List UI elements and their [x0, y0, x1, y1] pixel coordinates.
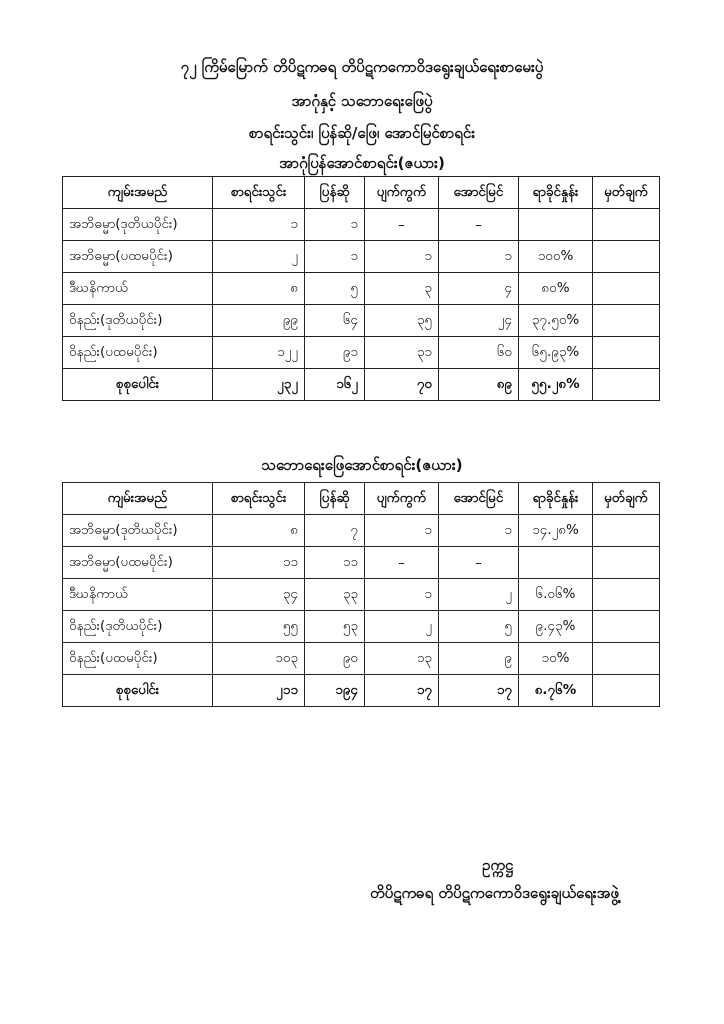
- total-passed: ၈၉: [439, 369, 519, 401]
- cell-percent: ၆.၀၆%: [519, 579, 593, 611]
- cell-answered: ၁: [305, 209, 365, 241]
- total-remark: [593, 675, 660, 707]
- cell-name: အဘိဓမ္မာ(ပထမပိုင်း): [63, 241, 213, 273]
- cell-name: ဝိနည်း(ပထမပိုင်း): [63, 337, 213, 369]
- cell-percent: ၆၅.၉၃%: [519, 337, 593, 369]
- cell-absent: ၃: [365, 273, 439, 305]
- cell-remark: [593, 643, 660, 675]
- cell-name: အဘိဓမ္မာ(ဒုတိယပိုင်း): [63, 209, 213, 241]
- written-results-table: [62, 482, 660, 707]
- total-label: စုစုပေါင်း: [63, 369, 213, 401]
- table1-caption: အာဂုံပြန်အောင်စာရင်း(ဇယား): [279, 154, 445, 172]
- cell-remark: [593, 579, 660, 611]
- table-row: [63, 515, 660, 547]
- cell-remark: [593, 611, 660, 643]
- cell-entered: ၂: [213, 241, 305, 273]
- cell-passed: ၁: [439, 515, 519, 547]
- recitation-results-table: [62, 176, 660, 401]
- cell-entered: ၁၂၂: [213, 337, 305, 369]
- total-answered: ၁၉၄: [305, 675, 365, 707]
- cell-absent: ၂: [365, 611, 439, 643]
- table-row: [63, 579, 660, 611]
- cell-absent: ၃၁: [365, 337, 439, 369]
- cell-answered: ၇: [305, 515, 365, 547]
- cell-answered: ၉၁: [305, 337, 365, 369]
- table-row: [63, 209, 660, 241]
- total-absent: ၁၇: [365, 675, 439, 707]
- cell-name: ဝိနည်း(ဒုတိယပိုင်း): [63, 611, 213, 643]
- cell-name: ဒီဃနိကာယ်: [63, 273, 213, 305]
- cell-answered: ၃၃: [305, 579, 365, 611]
- cell-remark: [593, 547, 660, 579]
- header-remark: မှတ်ချက်: [593, 483, 660, 515]
- signature-organization: တိပိဋကဓရ တိပိဋကကောဝိဒရွေးချယ်ရေးအဖွဲ့: [370, 884, 619, 902]
- table-row: [63, 273, 660, 305]
- cell-answered: ၆၄: [305, 305, 365, 337]
- document-subtitle-list: စာရင်းသွင်း၊ ပြန်ဆို/ဖြေ၊ အောင်မြင်စာရင်း: [248, 124, 476, 142]
- header-passed: အောင်မြင်: [439, 177, 519, 209]
- cell-absent: –: [365, 209, 439, 241]
- table-row: [63, 547, 660, 579]
- cell-absent: ၁: [365, 515, 439, 547]
- table-row: [63, 305, 660, 337]
- cell-answered: ၁၁: [305, 547, 365, 579]
- document-title: ၇၂ ကြိမ်မြောက် တိပိဋကဓရ တိပိဋကကောဝိဒရွေးချယ်ရေးစာမေးပွဲ: [180, 58, 544, 76]
- cell-passed: –: [439, 209, 519, 241]
- cell-answered: ၅၃: [305, 611, 365, 643]
- cell-remark: [593, 209, 660, 241]
- cell-entered: ၅၅: [213, 611, 305, 643]
- table-row: [63, 241, 660, 273]
- cell-passed: ၅: [439, 611, 519, 643]
- table-total-row: [63, 369, 660, 401]
- cell-name: အဘိဓမ္မာ(ဒုတိယပိုင်း): [63, 515, 213, 547]
- cell-passed: ၄: [439, 273, 519, 305]
- cell-entered: ၈: [213, 273, 305, 305]
- cell-answered: ၁: [305, 241, 365, 273]
- signature-title: ဥက္ကဋ္ဌ: [482, 856, 514, 874]
- total-entered: ၂၃၂: [213, 369, 305, 401]
- cell-name: ဝိနည်း(ဒုတိယပိုင်း): [63, 305, 213, 337]
- header-absent: ပျက်ကွက်: [365, 177, 439, 209]
- cell-absent: ၁: [365, 579, 439, 611]
- header-answered: ပြန်ဆို: [305, 483, 365, 515]
- total-passed: ၁၇: [439, 675, 519, 707]
- cell-absent: ၃၅: [365, 305, 439, 337]
- header-absent: ပျက်ကွက်: [365, 483, 439, 515]
- cell-passed: ၂: [439, 579, 519, 611]
- document-subtitle-exam: အာဂုံနှင့် သဘောရေးဖြေပွဲ: [291, 92, 433, 110]
- total-percent: ၈.၇၆%: [519, 675, 593, 707]
- header-answered: ပြန်ဆို: [305, 177, 365, 209]
- cell-percent: ၁၄.၂၈%: [519, 515, 593, 547]
- table-row: [63, 611, 660, 643]
- cell-answered: ၉၀: [305, 643, 365, 675]
- cell-percent: ၈၀%: [519, 273, 593, 305]
- total-percent: ၅၅.၂၈%: [519, 369, 593, 401]
- table-total-row: [63, 675, 660, 707]
- cell-passed: ၉: [439, 643, 519, 675]
- header-book-name: ကျမ်းအမည်: [63, 483, 213, 515]
- cell-remark: [593, 337, 660, 369]
- cell-entered: ၁၁: [213, 547, 305, 579]
- cell-passed: –: [439, 547, 519, 579]
- cell-passed: ၁: [439, 241, 519, 273]
- header-percent: ရာခိုင်နှုန်း: [519, 483, 593, 515]
- table-row: [63, 337, 660, 369]
- cell-name: အဘိဓမ္မာ(ပထမပိုင်း): [63, 547, 213, 579]
- cell-entered: ၈: [213, 515, 305, 547]
- total-label: စုစုပေါင်း: [63, 675, 213, 707]
- cell-remark: [593, 273, 660, 305]
- table-header-row: [63, 177, 660, 209]
- header-remark: မှတ်ချက်: [593, 177, 660, 209]
- cell-percent: [519, 547, 593, 579]
- cell-entered: ၁၀၃: [213, 643, 305, 675]
- cell-percent: ၉.၄၃%: [519, 611, 593, 643]
- cell-answered: ၅: [305, 273, 365, 305]
- table2-caption: သဘောရေးဖြေအောင်စာရင်း(ဇယား): [261, 456, 463, 474]
- total-entered: ၂၁၁: [213, 675, 305, 707]
- table-row: [63, 643, 660, 675]
- cell-percent: [519, 209, 593, 241]
- total-absent: ၇၀: [365, 369, 439, 401]
- cell-entered: ၁: [213, 209, 305, 241]
- cell-entered: ၃၄: [213, 579, 305, 611]
- cell-name: ဒီဃနိကာယ်: [63, 579, 213, 611]
- table-header-row: [63, 483, 660, 515]
- cell-remark: [593, 515, 660, 547]
- cell-absent: –: [365, 547, 439, 579]
- cell-remark: [593, 241, 660, 273]
- cell-passed: ၂၄: [439, 305, 519, 337]
- total-answered: ၁၆၂: [305, 369, 365, 401]
- header-entered: စာရင်းသွင်း: [213, 483, 305, 515]
- cell-entered: ၉၉: [213, 305, 305, 337]
- header-entered: စာရင်းသွင်း: [213, 177, 305, 209]
- header-passed: အောင်မြင်: [439, 483, 519, 515]
- cell-percent: ၃၇.၅၀%: [519, 305, 593, 337]
- cell-percent: ၁၀၀%: [519, 241, 593, 273]
- cell-percent: ၁၀%: [519, 643, 593, 675]
- header-percent: ရာခိုင်နှုန်း: [519, 177, 593, 209]
- cell-absent: ၁: [365, 241, 439, 273]
- cell-absent: ၁၃: [365, 643, 439, 675]
- cell-name: ဝိနည်း(ပထမပိုင်း): [63, 643, 213, 675]
- cell-remark: [593, 305, 660, 337]
- total-remark: [593, 369, 660, 401]
- header-book-name: ကျမ်းအမည်: [63, 177, 213, 209]
- cell-passed: ၆၀: [439, 337, 519, 369]
